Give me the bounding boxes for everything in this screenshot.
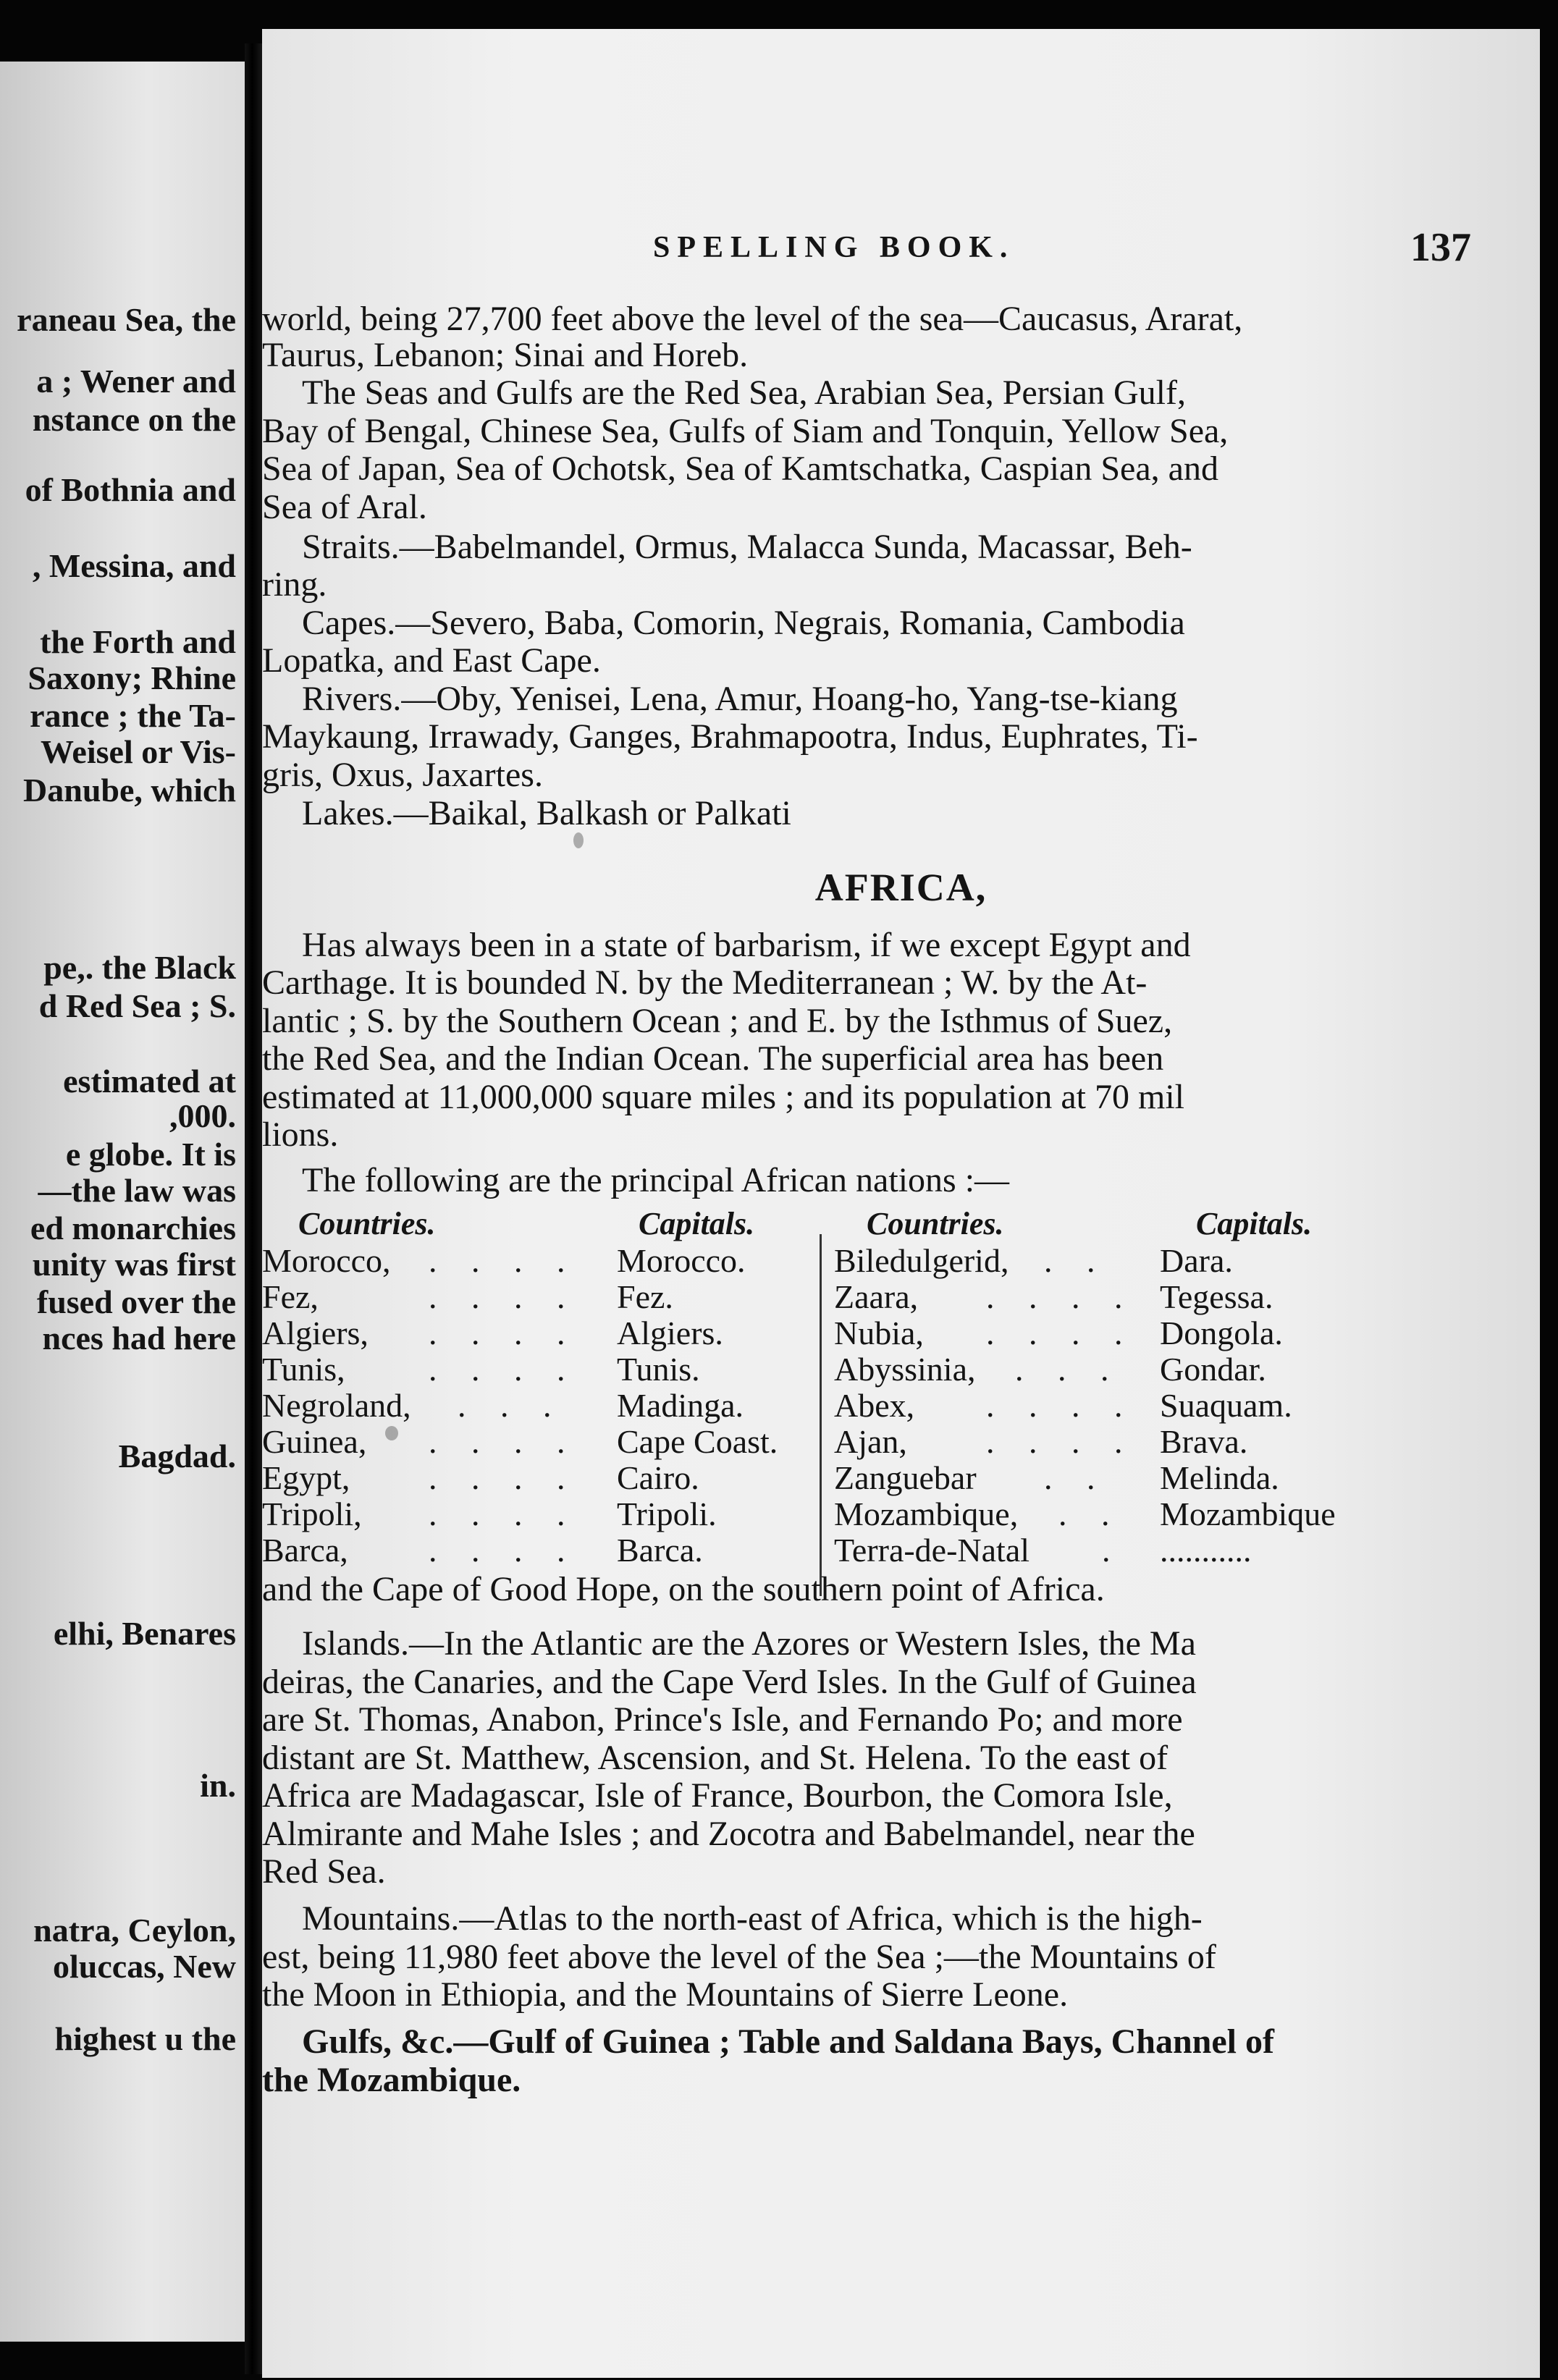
- table-cell-country: Morocco,: [262, 1242, 391, 1279]
- page-number: 137: [1410, 225, 1471, 270]
- table-cell-country: Nubia,: [834, 1315, 924, 1351]
- table-cell-country: Tripoli,: [262, 1495, 362, 1532]
- rivers-line: Rivers.—Oby, Yenisei, Lena, Amur, Hoang-ho, Yang-tse-kiang: [302, 680, 1178, 718]
- africa-line: estimated at 11,000,000 square miles ; and its population at 70 mil: [262, 1078, 1185, 1116]
- left-fragment: ed monarchies: [30, 1210, 236, 1246]
- left-fragment: Saxony; Rhine: [28, 659, 236, 696]
- table-cell-country: Zanguebar: [834, 1459, 977, 1496]
- left-fragment: , Messina, and: [32, 547, 236, 584]
- left-page-edge: [0, 62, 246, 2342]
- table-cell-capital: Algiers.: [617, 1315, 723, 1351]
- table-cell-country: Abex,: [834, 1387, 915, 1424]
- section-title-africa: AFRICA,: [814, 866, 988, 909]
- islands-line: deiras, the Canaries, and the Cape Verd Isles. In the Gulf of Guinea: [262, 1663, 1197, 1701]
- left-fragment: Bagdad.: [118, 1438, 236, 1474]
- table-cell-country: Abyssinia,: [834, 1351, 976, 1388]
- left-fragment: highest u the: [54, 2020, 236, 2057]
- running-title: SPELLING BOOK.: [653, 231, 1015, 264]
- left-fragment: rance ; the Ta-: [30, 697, 236, 734]
- leader-dots: . . . .: [429, 1315, 578, 1351]
- rivers-line: Maykaung, Irrawady, Ganges, Brahmapootra, Indus, Euphrates, Ti-: [262, 717, 1198, 756]
- book-gutter: [245, 43, 264, 2374]
- leader-dots: . . . .: [429, 1351, 578, 1388]
- ink-smudge: [385, 1426, 398, 1440]
- table-cell-country: Negroland,: [262, 1387, 411, 1424]
- islands-line: Red Sea.: [262, 1852, 386, 1891]
- left-fragment: oluccas, New: [53, 1948, 236, 1985]
- table-cell-country: Barca,: [262, 1532, 348, 1569]
- table-cell-country: Mozambique,: [834, 1495, 1019, 1532]
- page-header: [653, 224, 1471, 282]
- table-cell-capital: Tegessa.: [1160, 1278, 1273, 1315]
- table-cell-capital: Fez.: [617, 1278, 673, 1315]
- table-cell-country: Tunis,: [262, 1351, 345, 1388]
- left-fragment: —the law was: [38, 1172, 236, 1209]
- mountains-line: est, being 11,980 feet above the level of the Sea ;—the Mountains of: [262, 1938, 1216, 1976]
- seas-line: The Seas and Gulfs are the Red Sea, Arabian Sea, Persian Gulf,: [302, 374, 1186, 412]
- leader-dots: . . . .: [986, 1423, 1136, 1460]
- left-fragment: e globe. It is: [65, 1136, 236, 1173]
- leader-dots: . . . .: [429, 1278, 578, 1315]
- left-fragment: unity was first: [32, 1246, 236, 1283]
- table-cell-capital: Brava.: [1160, 1423, 1248, 1460]
- table-cell-capital: Dara.: [1160, 1242, 1233, 1279]
- table-cell-capital: Morocco.: [617, 1242, 746, 1279]
- table-cell-capital: Barca.: [617, 1532, 703, 1569]
- gulfs-line: Gulfs, &c.—Gulf of Guinea ; Table and Saldana Bays, Channel of: [302, 2022, 1274, 2061]
- africa-line: lions.: [262, 1115, 339, 1154]
- gulfs-line: the Mozambique.: [262, 2061, 521, 2099]
- col-header-capitals: Capitals.: [1196, 1206, 1313, 1241]
- table-cell-capital: Madinga.: [617, 1387, 744, 1424]
- islands-line: Islands.—In the Atlantic are the Azores or Western Isles, the Ma: [302, 1624, 1196, 1663]
- leader-dots: .: [1102, 1532, 1124, 1569]
- africa-line: Carthage. It is bounded N. by the Mediterranean ; W. by the At-: [262, 963, 1148, 1002]
- leader-dots: . . . .: [429, 1459, 578, 1496]
- table-cell-country: Fez,: [262, 1278, 319, 1315]
- table-cell-country: Ajan,: [834, 1423, 907, 1460]
- table-cell-capital: Tunis.: [617, 1351, 700, 1388]
- table-cell-country: Terra-de-Natal: [834, 1532, 1030, 1569]
- left-fragment: in.: [200, 1767, 236, 1804]
- islands-line: are St. Thomas, Anabon, Prince's Isle, and Fernando Po; and more: [262, 1700, 1183, 1739]
- col-header-countries: Countries.: [298, 1206, 436, 1241]
- left-fragment: a ; Wener and: [36, 363, 236, 400]
- leader-dots: . .: [1044, 1459, 1108, 1496]
- left-fragment: elhi, Benares: [53, 1615, 236, 1652]
- leader-dots: . . . .: [986, 1315, 1136, 1351]
- islands-line: Almirante and Mahe Isles ; and Zocotra and Babelmandel, near the: [262, 1815, 1195, 1853]
- seas-line: Bay of Bengal, Chinese Sea, Gulfs of Siam and Tonquin, Yellow Sea,: [262, 412, 1229, 450]
- lakes-line: Lakes.—Baikal, Balkash or Palkati: [302, 794, 791, 832]
- left-fragment: natra, Ceylon,: [33, 1912, 236, 1949]
- left-fragment: d Red Sea ; S.: [38, 987, 236, 1024]
- table-cell-country: Algiers,: [262, 1315, 369, 1351]
- table-cell-capital: ...........: [1160, 1532, 1252, 1569]
- table-cell-capital: Cape Coast.: [617, 1423, 778, 1460]
- left-fragment: pe,. the Black: [43, 949, 236, 986]
- table-cell-capital: Cairo.: [617, 1459, 699, 1496]
- leader-dots: . . . .: [986, 1387, 1136, 1424]
- text-line: Taurus, Lebanon; Sinai and Horeb.: [262, 336, 749, 374]
- leader-dots: . . . .: [429, 1242, 578, 1279]
- seas-line: Sea of Japan, Sea of Ochotsk, Sea of Kamtschatka, Caspian Sea, and: [262, 450, 1218, 488]
- islands-line: Africa are Madagascar, Isle of France, Bourbon, the Comora Isle,: [262, 1776, 1173, 1815]
- leader-dots: . . . .: [429, 1532, 578, 1569]
- table-cell-capital: Mozambique: [1160, 1495, 1336, 1532]
- col-header-capitals: Capitals.: [639, 1206, 755, 1241]
- table-cell-capital: Tripoli.: [617, 1495, 717, 1532]
- africa-line: the Red Sea, and the Indian Ocean. The superficial area has been: [262, 1039, 1164, 1078]
- left-fragment: Danube, which: [23, 772, 236, 809]
- capes-line: Lopatka, and East Cape.: [262, 641, 601, 680]
- table-cell-country: Guinea,: [262, 1423, 367, 1460]
- col-header-countries: Countries.: [867, 1206, 1004, 1241]
- left-fragment: of Bothnia and: [25, 471, 236, 508]
- mountains-line: Mountains.—Atlas to the north-east of Africa, which is the high-: [302, 1899, 1203, 1938]
- leader-dots: . .: [1058, 1495, 1123, 1532]
- table-cell-capital: Dongola.: [1160, 1315, 1283, 1351]
- table-cell-capital: Gondar.: [1160, 1351, 1266, 1388]
- table-cell-country: Biledulgerid,: [834, 1242, 1009, 1279]
- islands-line: distant are St. Matthew, Ascension, and St. Helena. To the east of: [262, 1739, 1168, 1777]
- left-fragment: the Forth and: [40, 623, 236, 660]
- africa-line: lantic ; S. by the Southern Ocean ; and E. by the Isthmus of Suez,: [262, 1002, 1173, 1040]
- africa-line: Has always been in a state of barbarism, if we except Egypt and: [302, 926, 1191, 964]
- table-cell-country: Zaara,: [834, 1278, 919, 1315]
- leader-dots: . . . .: [986, 1278, 1136, 1315]
- leader-dots: . . .: [1015, 1351, 1122, 1388]
- leader-dots: . . . .: [429, 1495, 578, 1532]
- table-cell-country: Egypt,: [262, 1459, 350, 1496]
- nations-intro: The following are the principal African nations :—: [302, 1161, 1010, 1199]
- table-divider: [820, 1234, 822, 1596]
- left-fragment: nces had here: [42, 1320, 236, 1356]
- table-cell-capital: Melinda.: [1160, 1459, 1279, 1496]
- left-fragment: Weisel or Vis-: [40, 733, 236, 770]
- cape-line: and the Cape of Good Hope, on the southern point of Africa.: [262, 1570, 1105, 1608]
- left-fragment: ,000.: [169, 1097, 236, 1134]
- right-page: [262, 29, 1540, 2378]
- leader-dots: . . .: [458, 1387, 565, 1424]
- leader-dots: . .: [1044, 1242, 1108, 1279]
- left-fragment: estimated at: [63, 1063, 236, 1100]
- left-fragment: nstance on the: [32, 401, 236, 438]
- table-cell-capital: Suaquam.: [1160, 1387, 1292, 1424]
- mountains-line: the Moon in Ethiopia, and the Mountains of Sierre Leone.: [262, 1975, 1069, 2014]
- text-line: world, being 27,700 feet above the level of the sea—Caucasus, Ararat,: [262, 300, 1243, 338]
- straits-line: ring.: [262, 565, 327, 604]
- ink-smudge: [573, 832, 584, 848]
- capes-line: Capes.—Severo, Baba, Comorin, Negrais, Romania, Cambodia: [302, 604, 1185, 642]
- left-fragment: fused over the: [36, 1283, 236, 1320]
- seas-line: Sea of Aral.: [262, 488, 427, 526]
- leader-dots: . . . .: [429, 1423, 578, 1460]
- straits-line: Straits.—Babelmandel, Ormus, Malacca Sunda, Macassar, Beh-: [302, 528, 1192, 566]
- rivers-line: gris, Oxus, Jaxartes.: [262, 756, 543, 794]
- left-fragment: raneau Sea, the: [17, 301, 236, 338]
